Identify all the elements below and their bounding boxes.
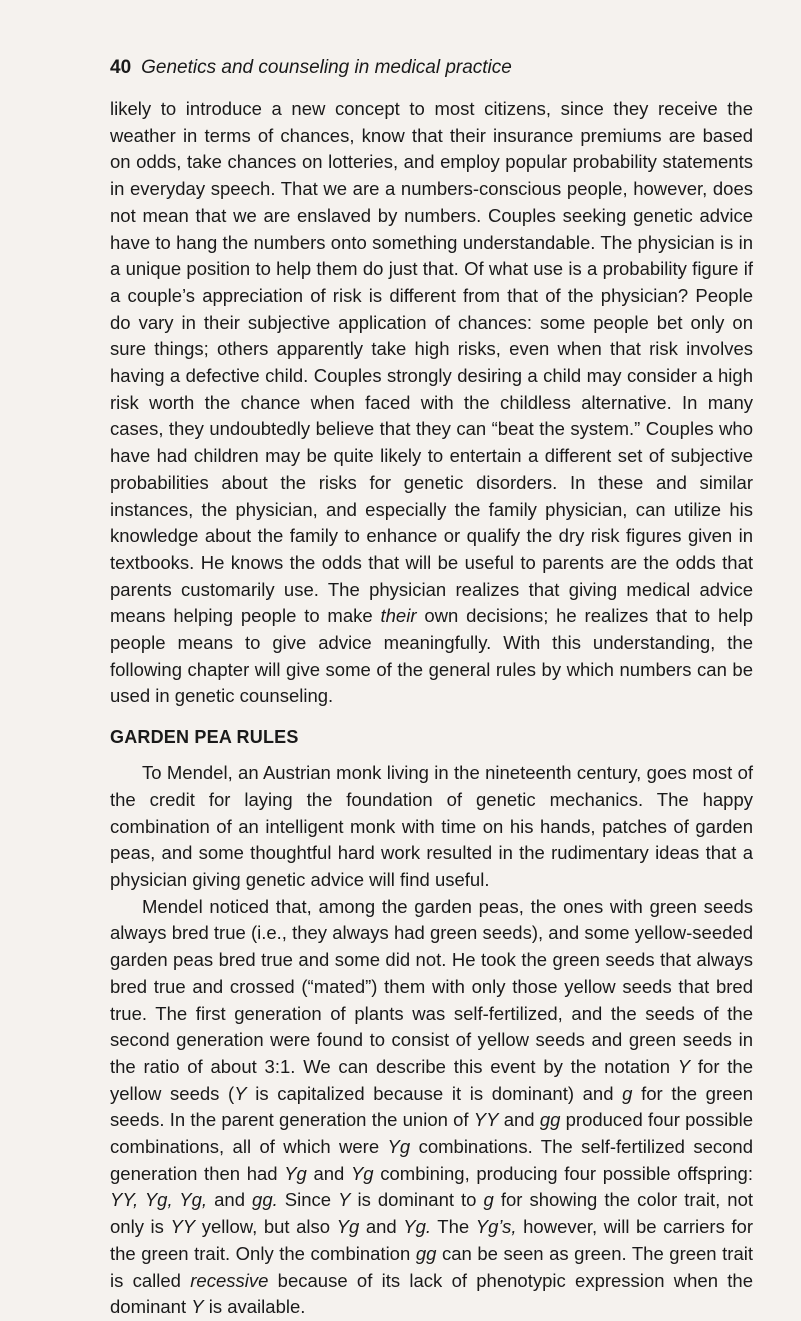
text-run: combinations. The self-fertilized second generation then had [110, 1136, 753, 1184]
section-heading: GARDEN PEA RULES [110, 727, 299, 748]
text-run: and [498, 1109, 540, 1131]
text-run: for the green seeds. In the parent generation the union of [110, 1082, 753, 1131]
text-run: Mendel noticed that, among the garden peas, the ones with green seeds always bred true (i.e., they always had green seeds), and some yellow-seeded garden peas bred true and some did not. He took the green seeds that always bred true and crossed (“mated”) them with only those yellow seeds that bred true. The first generation of plants was self-fertilized, and the seeds of the second generation were found to consist of yellow seeds and green seeds in the ratio of about 3:1. We can describe this event by the notation [110, 895, 753, 1077]
emphasis: Yg. [403, 1216, 432, 1238]
emphasis: Y [338, 1189, 351, 1211]
text-run: is capitalized because it is dominant) and [246, 1082, 623, 1104]
body-text [110, 96, 753, 1321]
emphasis: Y [191, 1296, 204, 1318]
emphasis: YY, Yg, Yg, [110, 1189, 208, 1211]
text-run: combining, producing four possible offspring: [373, 1162, 753, 1184]
text-run: and [306, 1162, 351, 1184]
text-run: yellow, but also [195, 1216, 337, 1238]
emphasis: Y [677, 1055, 691, 1077]
text-run: produced four possible combinations, all of which were [110, 1109, 753, 1158]
emphasis: gg [415, 1242, 437, 1264]
running-head [110, 56, 512, 80]
text-run: and [359, 1216, 404, 1238]
text-run: The [431, 1216, 476, 1238]
emphasis: their [380, 605, 417, 627]
text-run: likely to introduce a new concept to most citizens, since they receive the weather in terms of chances, know that their insurance premiums are based on odds, take chances on lotteries, and employ popular probability statements in everyday speech. That we are a numbers-conscious people, however, does not mean that we are enslaved by numbers. Couples seeking genetic advice have to hang the numbers onto something understandable. The physician is in a unique position to help them do just that. Of what use is a probability figure if a couple’s appreciation of risk is different from that of the physician? People do vary in their subjective application of chances: some people bet only on sure things; others apparently take high risks, even when that risk involves having a defective child. Couples strongly desiring a child may consider a high risk worth the chance when faced with the childless alternative. In many cases, they undoubtedly believe that they can “beat the system.” Couples who have had children may be quite likely to entertain a different set of subjective probabilities about the risks for genetic disorders. In these and similar instances, the physician, and especially the family physician, can utilize his knowledge about the family to enhance or qualify the dry risk figures given in textbooks. He knows the odds that will be useful to parents are the odds that parents customarily use. The physician realizes that giving medical advice means helping people to make [110, 98, 753, 627]
emphasis: Y [234, 1082, 247, 1104]
emphasis: Yg [387, 1136, 411, 1158]
text-run: Since [277, 1189, 339, 1211]
text-run: however, will be carriers for the green trait. Only the combination [110, 1216, 754, 1264]
emphasis: gg. [252, 1189, 278, 1211]
text-run: own decisions; he realizes that to help people means to give advice meaningfully. With this understanding, the following chapter will give some of the general rules by which numbers can be used in genetic counseling. [110, 605, 753, 707]
emphasis: Yg [336, 1216, 360, 1238]
emphasis: g [483, 1189, 494, 1211]
emphasis: gg [539, 1109, 561, 1131]
text-run: and [207, 1189, 253, 1211]
text-run: because of its lack of phenotypic expression when the dominant [110, 1269, 753, 1318]
paragraph-risk-perception [110, 96, 753, 710]
text-run: for showing the color trait, not only is [110, 1189, 753, 1238]
paragraph-mendel-experiment [110, 894, 753, 1321]
emphasis: Yg [350, 1162, 374, 1184]
text-run: is available. [203, 1296, 306, 1318]
text-run: is dominant to [350, 1189, 484, 1211]
emphasis: Yg [284, 1162, 307, 1184]
emphasis: Yg’s, [475, 1216, 517, 1238]
emphasis: recessive [190, 1269, 269, 1291]
running-title: Genetics and counseling in medical practice [141, 57, 512, 78]
text-run: for the yellow seeds ( [110, 1055, 753, 1104]
emphasis: g [622, 1082, 633, 1104]
paragraph-mendel-intro: To Mendel, an Austrian monk living in the nineteenth century, goes most of the credit for laying the foundation of genetic mechanics. The happy combination of an intelligent monk with time on his hands, patches of garden peas, and some thoughtful hard work resulted in the rudimentary ideas that a physician giving genetic advice will find useful. [110, 762, 753, 890]
page-number: 40 [110, 57, 132, 78]
emphasis: YY [473, 1109, 499, 1131]
emphasis: YY [170, 1216, 196, 1238]
text-run: can be seen as green. The green trait is called [110, 1242, 753, 1291]
